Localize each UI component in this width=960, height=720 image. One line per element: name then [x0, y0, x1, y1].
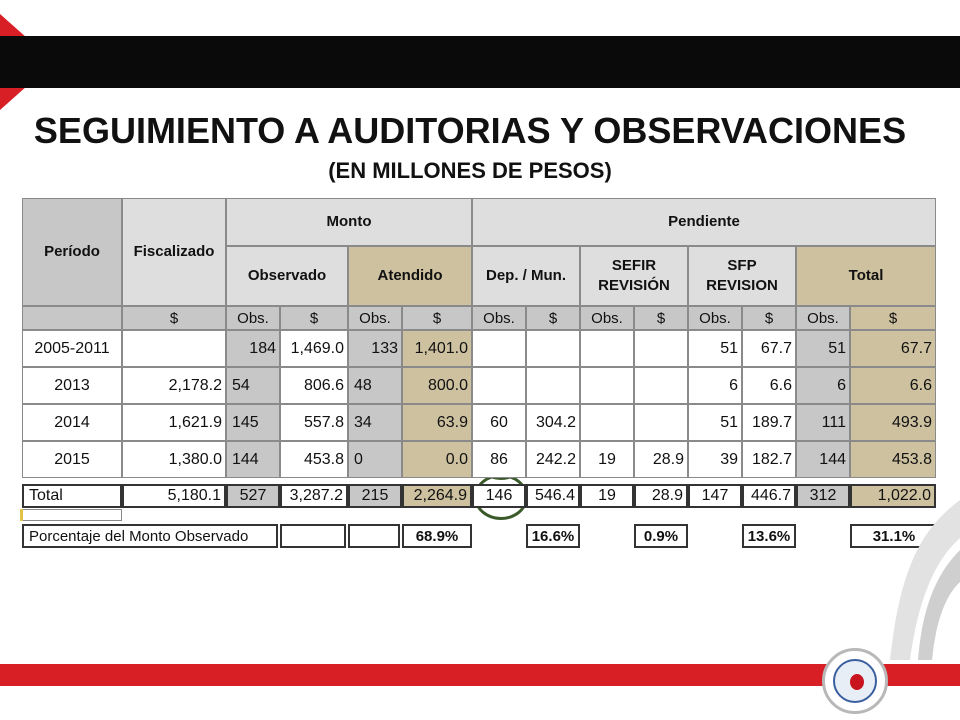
table-cell-tot-amt: 6.6 [850, 367, 936, 404]
header-periodo: Período [22, 198, 122, 306]
header-total: Total [796, 246, 936, 306]
total-cell-sfp-obs: 147 [688, 484, 742, 508]
table-cell-dep-amt [526, 330, 580, 367]
table-cell-at-amt: 63.9 [402, 404, 472, 441]
header-monto: Monto [226, 198, 472, 246]
slide-subtitle: (EN MILLONES DE PESOS) [328, 158, 612, 183]
table-cell-obs-amt: 1,469.0 [280, 330, 348, 367]
table-cell-at-obs: 133 [348, 330, 402, 367]
table-cell-tot-obs: 51 [796, 330, 850, 367]
table-cell-periodo: 2005-2011 [22, 330, 122, 367]
total-cell-sefir-obs: 19 [580, 484, 634, 508]
unit-header: Obs. [472, 306, 526, 330]
header-pendiente: Pendiente [472, 198, 936, 246]
unit-header: $ [280, 306, 348, 330]
total-cell-tot-obs: 312 [796, 484, 850, 508]
total-cell-at-amt: 2,264.9 [402, 484, 472, 508]
table-cell-dep-obs [472, 367, 526, 404]
cell-cursor [20, 509, 23, 521]
total-cell-sefir-amt: 28.9 [634, 484, 688, 508]
total-cell-periodo: Total [22, 484, 122, 508]
blank-row [22, 509, 122, 521]
units-periodo [22, 306, 122, 330]
table-cell-obs-obs: 54 [226, 367, 280, 404]
table-cell-obs-obs: 184 [226, 330, 280, 367]
table-cell-tot-obs: 111 [796, 404, 850, 441]
unit-header: Obs. [348, 306, 402, 330]
slide-title: SEGUIMIENTO A AUDITORIAS Y OBSERVACIONES [33, 110, 907, 151]
table-cell-tot-amt: 67.7 [850, 330, 936, 367]
pct-sefir: 0.9% [634, 524, 688, 548]
table-cell-at-obs: 0 [348, 441, 402, 478]
total-cell-sfp-amt: 446.7 [742, 484, 796, 508]
table-cell-at-amt: 0.0 [402, 441, 472, 478]
swoosh-decoration [860, 490, 960, 660]
table-cell-obs-obs: 145 [226, 404, 280, 441]
table-cell-tot-obs: 6 [796, 367, 850, 404]
table-cell-periodo: 2013 [22, 367, 122, 404]
table-cell-sfp-obs: 6 [688, 367, 742, 404]
unit-header: $ [402, 306, 472, 330]
header-fiscalizado: Fiscalizado [122, 198, 226, 306]
unit-header: $ [526, 306, 580, 330]
unit-header: $ [122, 306, 226, 330]
pct-blank-1 [280, 524, 346, 548]
unit-header: $ [850, 306, 936, 330]
table-cell-sfp-amt: 182.7 [742, 441, 796, 478]
table-cell-dep-amt [526, 367, 580, 404]
header-observado: Observado [226, 246, 348, 306]
unit-header: Obs. [580, 306, 634, 330]
table-cell-dep-obs [472, 330, 526, 367]
unit-header: Obs. [226, 306, 280, 330]
table-cell-obs-obs: 144 [226, 441, 280, 478]
table-cell-fiscalizado [122, 330, 226, 367]
header-dep-mun: Dep. / Mun. [472, 246, 580, 306]
header-sefir: SEFIR REVISIÓN [580, 246, 688, 306]
table-cell-periodo: 2014 [22, 404, 122, 441]
table-cell-sefir-amt [634, 330, 688, 367]
pct-total: 31.1% [850, 524, 938, 548]
table-cell-dep-amt: 304.2 [526, 404, 580, 441]
table-cell-dep-amt: 242.2 [526, 441, 580, 478]
pct-dep-mun: 16.6% [526, 524, 580, 548]
footer-bar [0, 664, 960, 686]
table-cell-obs-amt: 806.6 [280, 367, 348, 404]
unit-header: Obs. [796, 306, 850, 330]
table-cell-sfp-obs: 39 [688, 441, 742, 478]
unit-header: Obs. [688, 306, 742, 330]
total-cell-dep-amt: 546.4 [526, 484, 580, 508]
table-cell-at-amt: 800.0 [402, 367, 472, 404]
seal-logo [822, 648, 888, 714]
table-cell-at-obs: 34 [348, 404, 402, 441]
total-cell-fiscalizado: 5,180.1 [122, 484, 226, 508]
table-cell-fiscalizado: 2,178.2 [122, 367, 226, 404]
table-cell-fiscalizado: 1,380.0 [122, 441, 226, 478]
header-atendido: Atendido [348, 246, 472, 306]
unit-header: $ [634, 306, 688, 330]
table-cell-sefir-obs: 19 [580, 441, 634, 478]
total-cell-obs-amt: 3,287.2 [280, 484, 348, 508]
table-cell-sefir-obs [580, 330, 634, 367]
table-cell-sfp-obs: 51 [688, 404, 742, 441]
table-cell-dep-obs: 86 [472, 441, 526, 478]
table-cell-sefir-obs [580, 367, 634, 404]
table-cell-tot-amt: 493.9 [850, 404, 936, 441]
pct-atendido: 68.9% [402, 524, 472, 548]
table-cell-sfp-amt: 6.6 [742, 367, 796, 404]
pct-label: Porcentaje del Monto Observado [22, 524, 278, 548]
table-cell-sfp-amt: 189.7 [742, 404, 796, 441]
pct-blank-2 [348, 524, 400, 548]
total-cell-at-obs: 215 [348, 484, 402, 508]
total-cell-obs-obs: 527 [226, 484, 280, 508]
total-cell-tot-amt: 1,022.0 [850, 484, 936, 508]
table-cell-sfp-amt: 67.7 [742, 330, 796, 367]
table-cell-obs-amt: 557.8 [280, 404, 348, 441]
table-cell-sfp-obs: 51 [688, 330, 742, 367]
table-cell-sefir-obs [580, 404, 634, 441]
table-cell-periodo: 2015 [22, 441, 122, 478]
table-cell-tot-obs: 144 [796, 441, 850, 478]
header-sfp: SFP REVISION [688, 246, 796, 306]
table-cell-fiscalizado: 1,621.9 [122, 404, 226, 441]
table-cell-dep-obs: 60 [472, 404, 526, 441]
table-cell-obs-amt: 453.8 [280, 441, 348, 478]
table-cell-sefir-amt [634, 367, 688, 404]
table-cell-sefir-amt [634, 404, 688, 441]
table-cell-at-amt: 1,401.0 [402, 330, 472, 367]
unit-header: $ [742, 306, 796, 330]
table-cell-tot-amt: 453.8 [850, 441, 936, 478]
total-cell-dep-obs: 146 [472, 484, 526, 508]
table-cell-at-obs: 48 [348, 367, 402, 404]
pct-sfp: 13.6% [742, 524, 796, 548]
table-cell-sefir-amt: 28.9 [634, 441, 688, 478]
